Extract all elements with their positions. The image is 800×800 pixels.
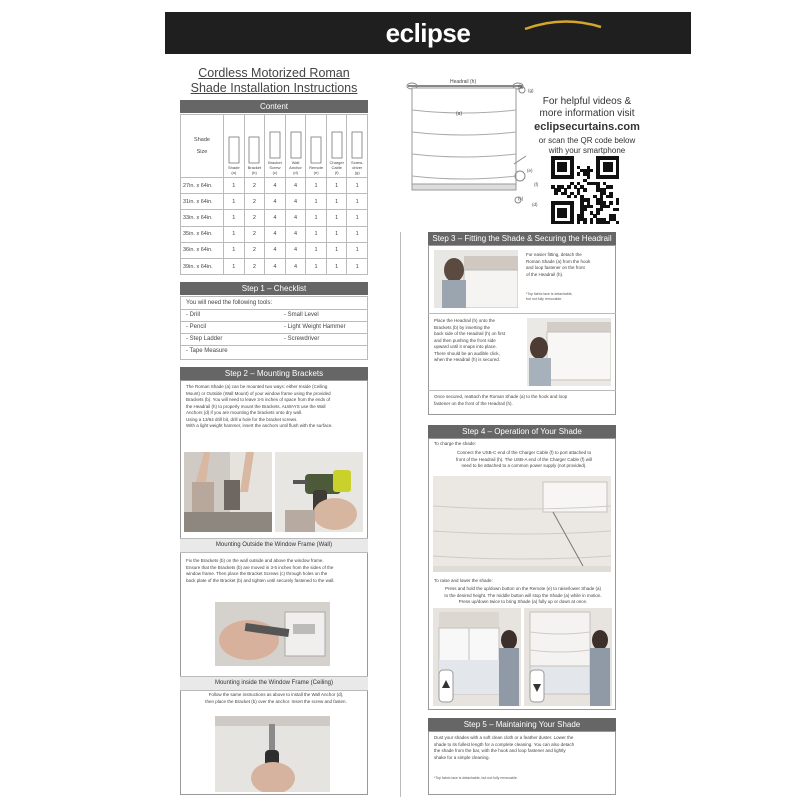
part-code: (f) [334,170,339,175]
title-line-2: Shade Installation Instructions [190,81,358,95]
qty-cell: 4 [265,194,286,210]
qr-module [590,205,594,209]
step2-body-line: Brackets (b). You will need to leave 3-5 inches of space from the ends of [186,397,331,402]
content-header: Content [180,100,368,113]
info-url-link[interactable]: eclipsecurtains.com [534,121,640,133]
label-cable-f: (f) [534,182,539,187]
info-line-3: or scan the QR code below [538,136,636,145]
qty-cell: 1 [326,178,347,194]
qty-cell: 2 [244,258,265,274]
qr-module [590,221,594,225]
part-icon [348,130,366,160]
qr-module [570,221,574,225]
qty-cell: 4 [285,194,306,210]
qr-module [574,195,578,199]
qty-cell: 1 [306,194,327,210]
qr-module [564,169,568,173]
raise-body-line: to the desired height. The middle button will stop the Shade (a) while in motion. [444,592,602,598]
qr-module [570,175,574,179]
step5-note: *Top fabric lace is detachable, but not fully removable. [434,776,518,780]
qty-cell: 2 [244,210,265,226]
photo-drilling-wall [184,452,272,532]
parts-header [224,115,367,177]
qty-cell: 2 [244,242,265,258]
outside-mount-body [186,558,366,584]
part-header-3 [285,115,306,177]
charge-label: To charge the shade: [434,441,477,446]
qty-cell: 4 [265,242,286,258]
inside-mount-body [186,692,366,705]
qty-cell: 4 [285,226,306,242]
info-line-2: more information visit [539,108,635,119]
qr-module [609,195,613,199]
qty-cell: 1 [347,242,368,258]
raise-body-line: Press and hold the up/down button on the Remote (e) to raise/lower Shade (a) [444,586,602,591]
qty-cell: 4 [265,210,286,226]
step5-body [434,735,614,761]
tool-drill: - Drill [186,312,200,318]
table-row [181,210,368,226]
photo-ceiling-mount [215,716,330,792]
outside-body-line: Fix the Brackets (b) on the wall outside and above the window frame. [186,558,324,563]
tool-tape-measure: - Tape Measure [186,348,228,354]
label-headrail: Headrail (h) [450,79,477,85]
step2-body-line: Anchors (d) if you are mounting the brackets onto dry wall. [186,410,303,415]
size-column-header [181,115,224,178]
qty-cell: 1 [326,226,347,242]
qty-cell: 4 [265,226,286,242]
parts-header-cell [224,115,368,178]
checklist-row-4 [180,345,368,357]
qr-module [583,221,587,225]
step3-p1 [526,252,614,278]
step3-header: Step 3 – Fitting the Shade & Securing the Headrail [428,232,616,245]
qty-cell: 1 [306,258,327,274]
qr-module [590,169,594,173]
step3-divider-1 [428,313,616,314]
size-label-line2: Size [196,149,208,155]
step5-body-line: the shade from the bar, with the hook and loop fastener and lightly [434,748,566,753]
qr-module [583,188,587,192]
label-remote-e: (e) [527,168,533,173]
step2-body [186,384,366,430]
label-bracket-b: (b) [518,84,524,89]
qr-module [609,185,613,189]
inside-body-line: then place the Bracket (b) over the anchor. Insert the screw and fasten. [205,698,347,704]
document-title [180,66,368,96]
qty-cell: 1 [347,226,368,242]
qty-cell: 1 [326,194,347,210]
qty-cell: 1 [224,258,245,274]
part-header-4 [305,115,326,177]
step5-body-line: Dust your shades with a soft clean cloth or a feather duster. Lower the [434,735,574,740]
size-cell: 39in. x 64in. [181,258,224,274]
size-cell: 27in. x 64in. [181,178,224,194]
qty-cell: 1 [224,226,245,242]
step2-header: Step 2 – Mounting Brackets [180,367,368,380]
size-cell: 35in. x 64in. [181,226,224,242]
step3-p2-line: Brackets (b) by inserting the [434,324,491,330]
shade-parts-diagram [400,76,530,236]
qty-cell: 1 [306,178,327,194]
photo-charging-shade [433,476,611,572]
content-table-wrap [180,114,368,275]
qr-module [606,221,610,225]
step3-p1-line: and loop fastener on the front [526,265,585,270]
raise-body-line: Press up/down twice to bring Shade (a) fully up or down at once. [458,599,588,604]
qty-cell: 1 [347,258,368,274]
step3-p2-line: Place the Headrail (h) onto the [434,318,496,323]
qr-module [567,195,571,199]
outside-body-line: window frame. Then place the Bracket Screws (c) through holes on the [186,571,328,576]
inside-mount-header: Mounting inside the Window Frame (Ceiling) [180,676,368,691]
part-header-5 [326,115,347,177]
qr-module [616,175,620,179]
step2-body-line: The Roman Shade (a) can be mounted two ways: either Inside (Ceiling [186,384,328,389]
step3-p3 [434,394,614,407]
qty-cell: 1 [224,242,245,258]
qr-module [577,221,581,225]
table-row [181,258,368,274]
qty-cell: 1 [347,178,368,194]
qty-cell: 1 [306,210,327,226]
part-code: (b) [251,170,257,175]
photo-detach-shade [434,250,518,308]
qr-module [577,172,581,176]
part-header-0 [224,115,244,177]
charge-body [434,450,614,470]
charge-body-line: front of the Headrail (h). The USB-A end of the Charger Cable (f) will [456,456,592,462]
qty-cell: 1 [306,226,327,242]
qr-module [600,208,604,212]
step2-body-line: Mount) or Outside (Wall Mount) of your window frame using the provided [186,390,331,396]
tool-screwdriver: - Screwdriver [284,336,320,342]
outside-body-line: back plate of the Bracket (b) and tighten until securely fastened to the wall. [186,577,335,583]
label-screw-c: (c) [518,196,524,201]
size-label-line1: Shade [194,137,210,143]
raise-body [432,586,614,606]
step3-p1-line: Roman Shade (a) from the hook [526,258,591,264]
info-block [532,96,642,156]
label-anchor-d: (d) [532,202,538,207]
part-icon [287,130,305,160]
tool-pencil: - Pencil [186,324,207,330]
photo-attach-headrail [527,318,611,386]
step3-p1-line: For easier fitting, detach the [526,252,582,257]
checklist-intro: You will need the following tools: [186,300,273,306]
part-code: (d) [293,170,298,175]
part-name: Charger Cable [329,160,344,170]
logo-swoosh-icon [521,17,605,31]
qty-cell: 4 [265,178,286,194]
part-code: (a) [231,170,237,175]
qty-cell: 2 [244,178,265,194]
raise-label: To raise and lower the shade: [434,578,493,583]
step3-divider-2 [428,390,616,391]
step3-p3-line: fastener on the front of the Headrail (h). [434,400,513,406]
qr-module [567,185,571,189]
part-name: Screw-driver [351,160,364,170]
step5-body-line: shake for a simple cleaning. [434,754,490,760]
qty-cell: 1 [224,178,245,194]
qr-module [609,201,613,205]
outside-body-line: Ensure that the Brackets (b) are moved in 3-5 inches from the sides of the [186,564,334,570]
info-line-1: For helpful videos & [542,96,632,107]
step3-p2-line: upward until it snaps into place. [434,344,497,349]
qty-cell: 2 [244,194,265,210]
step3-note-line: but not fully removable. [526,297,563,301]
part-code: (c) [272,170,278,175]
qty-cell: 1 [224,210,245,226]
step3-p2-line: and then pushing the front side [434,337,496,343]
qr-module [596,211,600,215]
qty-cell: 1 [306,242,327,258]
step3-p3-line: Once secured, reattach the Roman Shade (a) to the hook and loop [434,394,568,399]
qr-module [554,192,558,196]
step3-p2-line: when the Headrail (h) is secured. [434,357,501,362]
table-row [181,194,368,210]
tool-hammer: - Light Weight Hammer [284,324,346,330]
qr-module [564,214,568,218]
qr-module [609,169,613,173]
qr-module [616,208,620,212]
qty-cell: 1 [326,242,347,258]
table-row [181,226,368,242]
part-name: Wall Anchor [289,160,302,170]
step1-header: Step 1 – Checklist [180,282,368,295]
step3-p1-note [526,292,614,302]
step2-body-line: Using a 13/64 drill bit, drill a hole for the bracket screws. [186,416,298,422]
part-icon [245,135,263,165]
label-screwdriver-g: (g) [528,88,534,93]
qty-cell: 1 [224,194,245,210]
part-icon [307,135,325,165]
qty-cell: 2 [244,226,265,242]
photo-drill-in-hand [275,452,363,532]
table-row [181,178,368,194]
part-code: (e) [313,170,319,175]
part-name: Remote [309,165,324,170]
step3-p2-line: back side of the Headrail (h) on first [434,331,506,336]
part-header-2 [264,115,285,177]
part-name: Shade [228,165,240,170]
eclipse-logo: eclipse [385,18,471,48]
info-line-4: with your smartphone [548,146,626,155]
size-cell: 33in. x 64in. [181,210,224,226]
qty-cell: 4 [285,242,306,258]
title-line-1: Cordless Motorized Roman [198,66,350,80]
photo-raise-shade [433,608,521,706]
part-name: Bracket [247,165,262,170]
label-shade-a: (a) [456,111,463,117]
outside-mount-header: Mounting Outside the Window Frame (Wall) [180,538,368,553]
part-icon [266,130,284,160]
table-row [181,242,368,258]
step2-body-line: With a light weight hammer, insert the anchors until flush with the surface. [186,423,333,428]
qr-module [587,175,591,179]
part-icon [225,135,243,165]
step3-note-line: *Top fabric lace is detachable, [526,292,573,296]
charge-body-line: need to be attached to a common power supply (not provided). [461,463,587,468]
content-table [180,114,368,275]
qty-cell: 1 [347,210,368,226]
qr-code[interactable] [551,156,619,224]
qr-module [616,221,620,225]
part-header-1 [244,115,265,177]
qty-cell: 1 [347,194,368,210]
step5-body-line: shade to its fullest length for a complete cleaning. You can also detach [434,741,575,747]
brand-banner [165,12,691,54]
tool-step-ladder: - Step Ladder [186,336,223,342]
part-code: (g) [354,170,360,175]
size-cell: 31in. x 64in. [181,194,224,210]
qty-cell: 4 [285,210,306,226]
tool-small-level: - Small Level [284,312,319,318]
part-name: Bracket Screw [268,160,282,170]
step4-header: Step 4 – Operation of Your Shade [428,425,616,438]
column-divider [400,232,401,797]
part-header-6 [346,115,367,177]
step5-header: Step 5 – Maintaining Your Shade [428,718,616,731]
step2-body-line: the Headrail (h) to properly mount the Brackets. ALWAYS use the Wall [186,403,326,409]
qr-module [606,205,610,209]
qr-module [616,201,620,205]
part-icon [328,130,346,160]
charge-body-line: Connect the USB-C end of the Charger Cable (f) to port attached to [456,450,592,455]
qr-module [583,208,587,212]
qty-cell: 1 [326,210,347,226]
qty-cell: 1 [326,258,347,274]
size-cell: 36in. x 64in. [181,242,224,258]
photo-screwing-bracket [215,602,330,666]
photo-lower-shade [524,608,612,706]
step3-p2 [434,318,530,364]
step3-p2-line: There should be an audible click, [434,350,500,356]
inside-body-line: Follow the same instructions as above to install the Wall Anchor (d), [208,692,344,697]
qty-cell: 4 [265,258,286,274]
qty-cell: 4 [285,178,306,194]
qty-cell: 4 [285,258,306,274]
step3-p1-line: of the Headrail (h). [526,271,564,277]
